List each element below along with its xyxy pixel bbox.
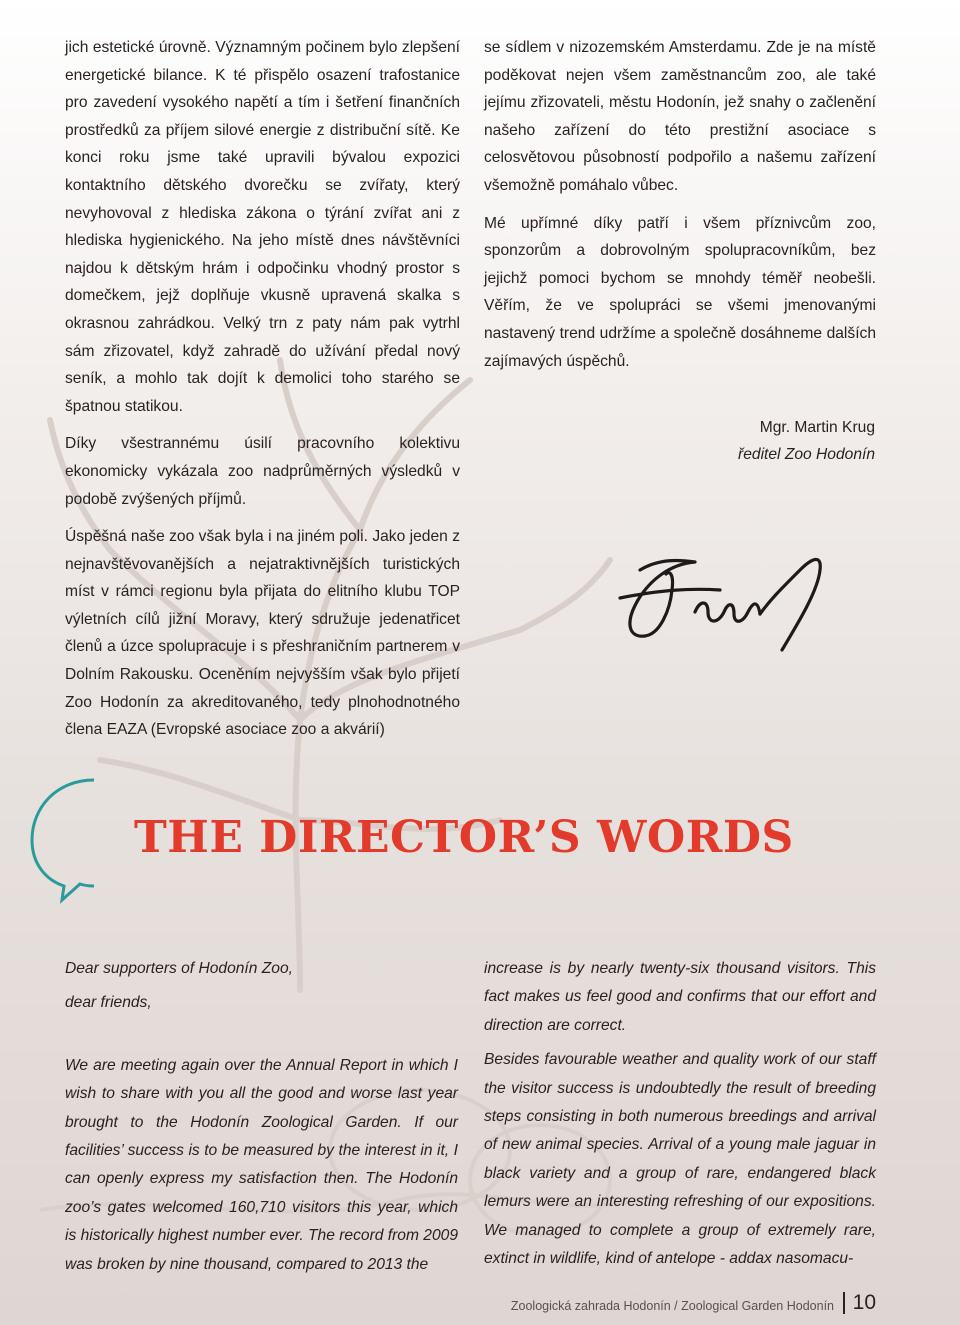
footer-publication-name: Zoologická zahrada Hodonín / Zoological Garden Hodonín [510,1299,834,1313]
english-right-paragraph-2: Besides favourable weather and quality work of our staff the visitor success is undoubtedly the result of breeding steps consisting in both numerous breedings and arrival of new animal species. Arrival of a young male jaguar in black variety and a group of rare, endangered black lemurs were an interesting refreshing of our expositions. We managed to complete a group of extremely rare, extinct in wildlife, kind of antelope - addax nasomacu- [484,1051,876,1268]
english-greeting-2: dear friends, [65,994,152,1012]
czech-right-paragraph-2: Mé upřímné díky patří i všem příznivcům zoo, sponzorům a dobrovolným spolupracovníkům, bez jejichž pomoci bychom se mnohdy téměř neobešli. Věřím, že ve spolupráci se všemi jmenovanými nastavený trend udržíme a společně dosáhneme dalších zajímavých úspěchů. [484,214,876,370]
czech-left-paragraph-3: Úspěšná naše zoo však byla i na jiném poli. Jako jeden z nejnavštěvovanějších a nejatraktivnějších turistických míst v rámci regionu byla přijata do elitního klubu TOP výletních cílů jižní Moravy, který sdružuje jedenatřicet členů a úzce spolupracuje i s přeshraničním partnerem v Dolním Rakousku. Oceněním nejvyšším však bylo přijetí Zoo Hodonín za akreditovaného, tedy plnohodnotného člena EAZA (Evropské asociace zoo a akvárií) [65,528,460,739]
director-name: Mgr. Martin Krug [759,419,875,436]
director-signoff [660,414,875,468]
english-right-paragraph-1: increase is by nearly twenty-six thousand visitors. This fact makes us feel good and confirms that our effort and direction are correct. [484,960,876,1034]
handwritten-signature [600,540,840,660]
czech-right-paragraph-1: se sídlem v nizozemském Amsterdamu. Zde je na místě poděkovat nejen všem zaměstnancům zoo, ale také jejímu zřizovateli, městu Hodonín, jež snahy o začlenění našeho zařízení do této prestižní asociace s celosvětovou působností podpořilo a našemu zařízení všemožně pomáhalo vůbec. [484,39,876,194]
page-number: 10 [843,1292,876,1314]
speech-bubble-icon [24,772,152,904]
czech-text-left-column [65,34,460,754]
czech-left-paragraph-1: jich estetické úrovně. Významným počinem bylo zlepšení energetické bilance. K té přispělo osazení trafostanice pro zavedení vysokého napětí a tím i šetření finančních prostředků za příjem silové energie z distribuční sítě. Ke konci roku jsme také upravili bývalou expozici kontaktního dětského dvorečku se zvířaty, který nevyhovoval z hlediska zákona o týrání zvířat ani z hlediska hygienického. Na jeho místě dnes návštěvníci najdou k dětským hrám i odpočinku vhodný prostor s domečkem, jejž doplňuje vkusně upravená skalka s okrasnou zahrádkou. Velký trn z paty nám pak vytrhl sám zřizovatel, když zahradě do užívání předal nový seník, a mohlo tak dojít k demolici toho starého se špatnou statikou. [65,39,460,415]
english-left-paragraph-1: We are meeting again over the Annual Report in which I wish to share with you all the good and worse last year brought to the Hodonín Zoological Garden. If our facilities’ success is to be measured by the interest in it, I can openly express my satisfaction then. The Hodonín zoo’s gates welcomed 160,710 visitors this year, which is historically highest number ever. The record from 2009 was broken by nine thousand, compared to 2013 the [65,1056,458,1273]
english-text-right-column [484,955,876,1279]
czech-text-right-column [484,34,876,385]
page-title: THE DIRECTOR’S WORDS [134,812,794,863]
english-greeting-1: Dear supporters of Hodonín Zoo, [65,960,293,977]
director-role: ředitel Zoo Hodonín [738,446,875,463]
english-text-left-column [65,955,458,1285]
czech-left-paragraph-2: Díky všestrannému úsilí pracovního kolektivu ekonomicky vykázala zoo nadprůměrných výsledků v podobě zvýšených příjmů. [65,435,460,508]
